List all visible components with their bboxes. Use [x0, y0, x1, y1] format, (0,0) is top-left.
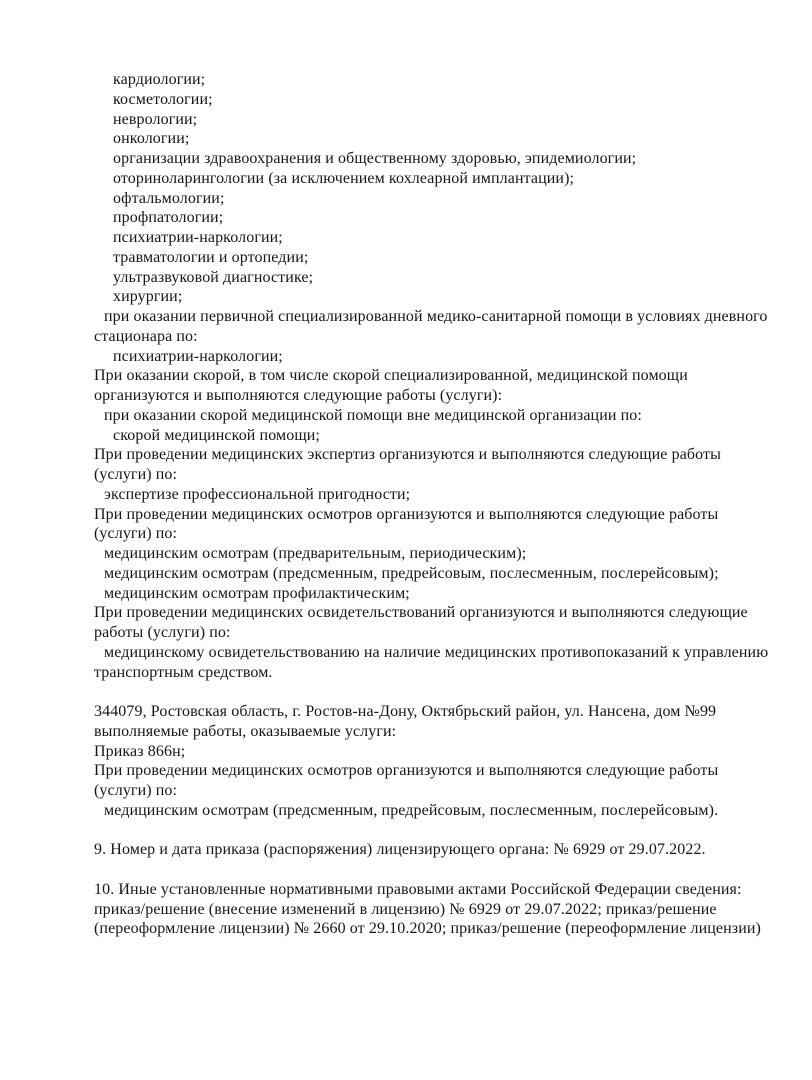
document-line: офтальмологии; [113, 189, 225, 207]
document-line: медицинскому освидетельствованию на наличие медицинских противопоказаний к управлению [104, 643, 769, 661]
document-line: профпатологии; [113, 209, 224, 227]
document-line: выполняемые работы, оказываемые услуги: [94, 722, 397, 740]
blank-line [94, 860, 796, 880]
document-line: ультразвуковой диагностике; [113, 268, 314, 286]
document-line: при оказании скорой медицинской помощи вне медицинской организации по: [104, 406, 642, 424]
document-line: (услуги) по: [94, 525, 178, 543]
document-line: психиатрии-наркологии; [113, 229, 283, 246]
document-line: (переоформление лицензии) № 2660 от 29.10.2020; приказ/решение (переоформление лицензии) [94, 920, 761, 938]
document-line: При оказании скорой, в том числе скорой специализированной, медицинской помощи [94, 367, 688, 385]
document-line: скорой медицинской помощи; [113, 426, 320, 444]
document-line: 344079, Ростовская область, г. Ростов-на-Дону, Октябрьский район, ул. Нансена, дом №99 [94, 703, 717, 720]
document-line: Приказ 866н; [94, 742, 186, 760]
document-line: косметологии; [113, 90, 213, 108]
document-line: работы (услуги) по: [94, 624, 231, 641]
document-line: медицинским осмотрам (предсменным, предрейсовым, послесменным, послерейсовым); [104, 564, 719, 582]
document-line: психиатрии-наркологии; [113, 347, 283, 365]
document-line: кардиологии; [113, 71, 206, 88]
document-line: При проведении медицинских освидетельствований организуются и выполняются следующие [94, 604, 748, 622]
document-line: 9. Номер и дата приказа (распоряжения) лицензирующего органа: № 6929 от 29.07.2022. [94, 841, 706, 859]
document-line: экспертизе профессиональной пригодности; [104, 485, 411, 503]
document-line: приказ/решение (внесение изменений в лицензию) № 6929 от 29.07.2022; приказ/решение [94, 900, 717, 918]
document-line: неврологии; [113, 110, 198, 128]
document-line: 10. Иные установленные нормативными правовыми актами Российской Федерации сведения: [94, 880, 742, 898]
document-line: оториноларингологии (за исключением кохлеарной имплантации); [113, 169, 575, 187]
document-line: медицинским осмотрам (предварительным, периодическим); [104, 545, 527, 562]
document-line: (услуги) по: [94, 782, 178, 799]
blank-line [94, 821, 796, 841]
document-line: медицинским осмотрам профилактическим; [104, 584, 410, 602]
document-line: (услуги) по: [94, 466, 178, 483]
document-line: медицинским осмотрам (предсменным, предрейсовым, послесменным, послерейсовым). [104, 801, 719, 819]
license-document-text [94, 70, 796, 939]
document-line: при оказании первичной специализированной медико-санитарной помощи в условиях дневного [104, 308, 768, 325]
document-line: При проведении медицинских осмотров организуются и выполняются следующие работы [94, 762, 719, 780]
document-line: транспортным средством. [94, 663, 273, 681]
document-line: онкологии; [113, 130, 190, 148]
document-line: организации здравоохранения и общественному здоровью, эпидемиологии; [113, 150, 637, 167]
document-line: травматологии и ортопедии; [113, 248, 309, 266]
document-line: хирургии; [113, 288, 183, 306]
document-line: При проведении медицинских осмотров организуются и выполняются следующие работы [94, 505, 719, 523]
document-line: При проведении медицинских экспертиз организуются и выполняются следующие работы [94, 446, 721, 464]
document-line: организуются и выполняются следующие работы (услуги): [94, 387, 503, 404]
document-line: стационара по: [94, 327, 198, 345]
blank-line [94, 682, 796, 702]
